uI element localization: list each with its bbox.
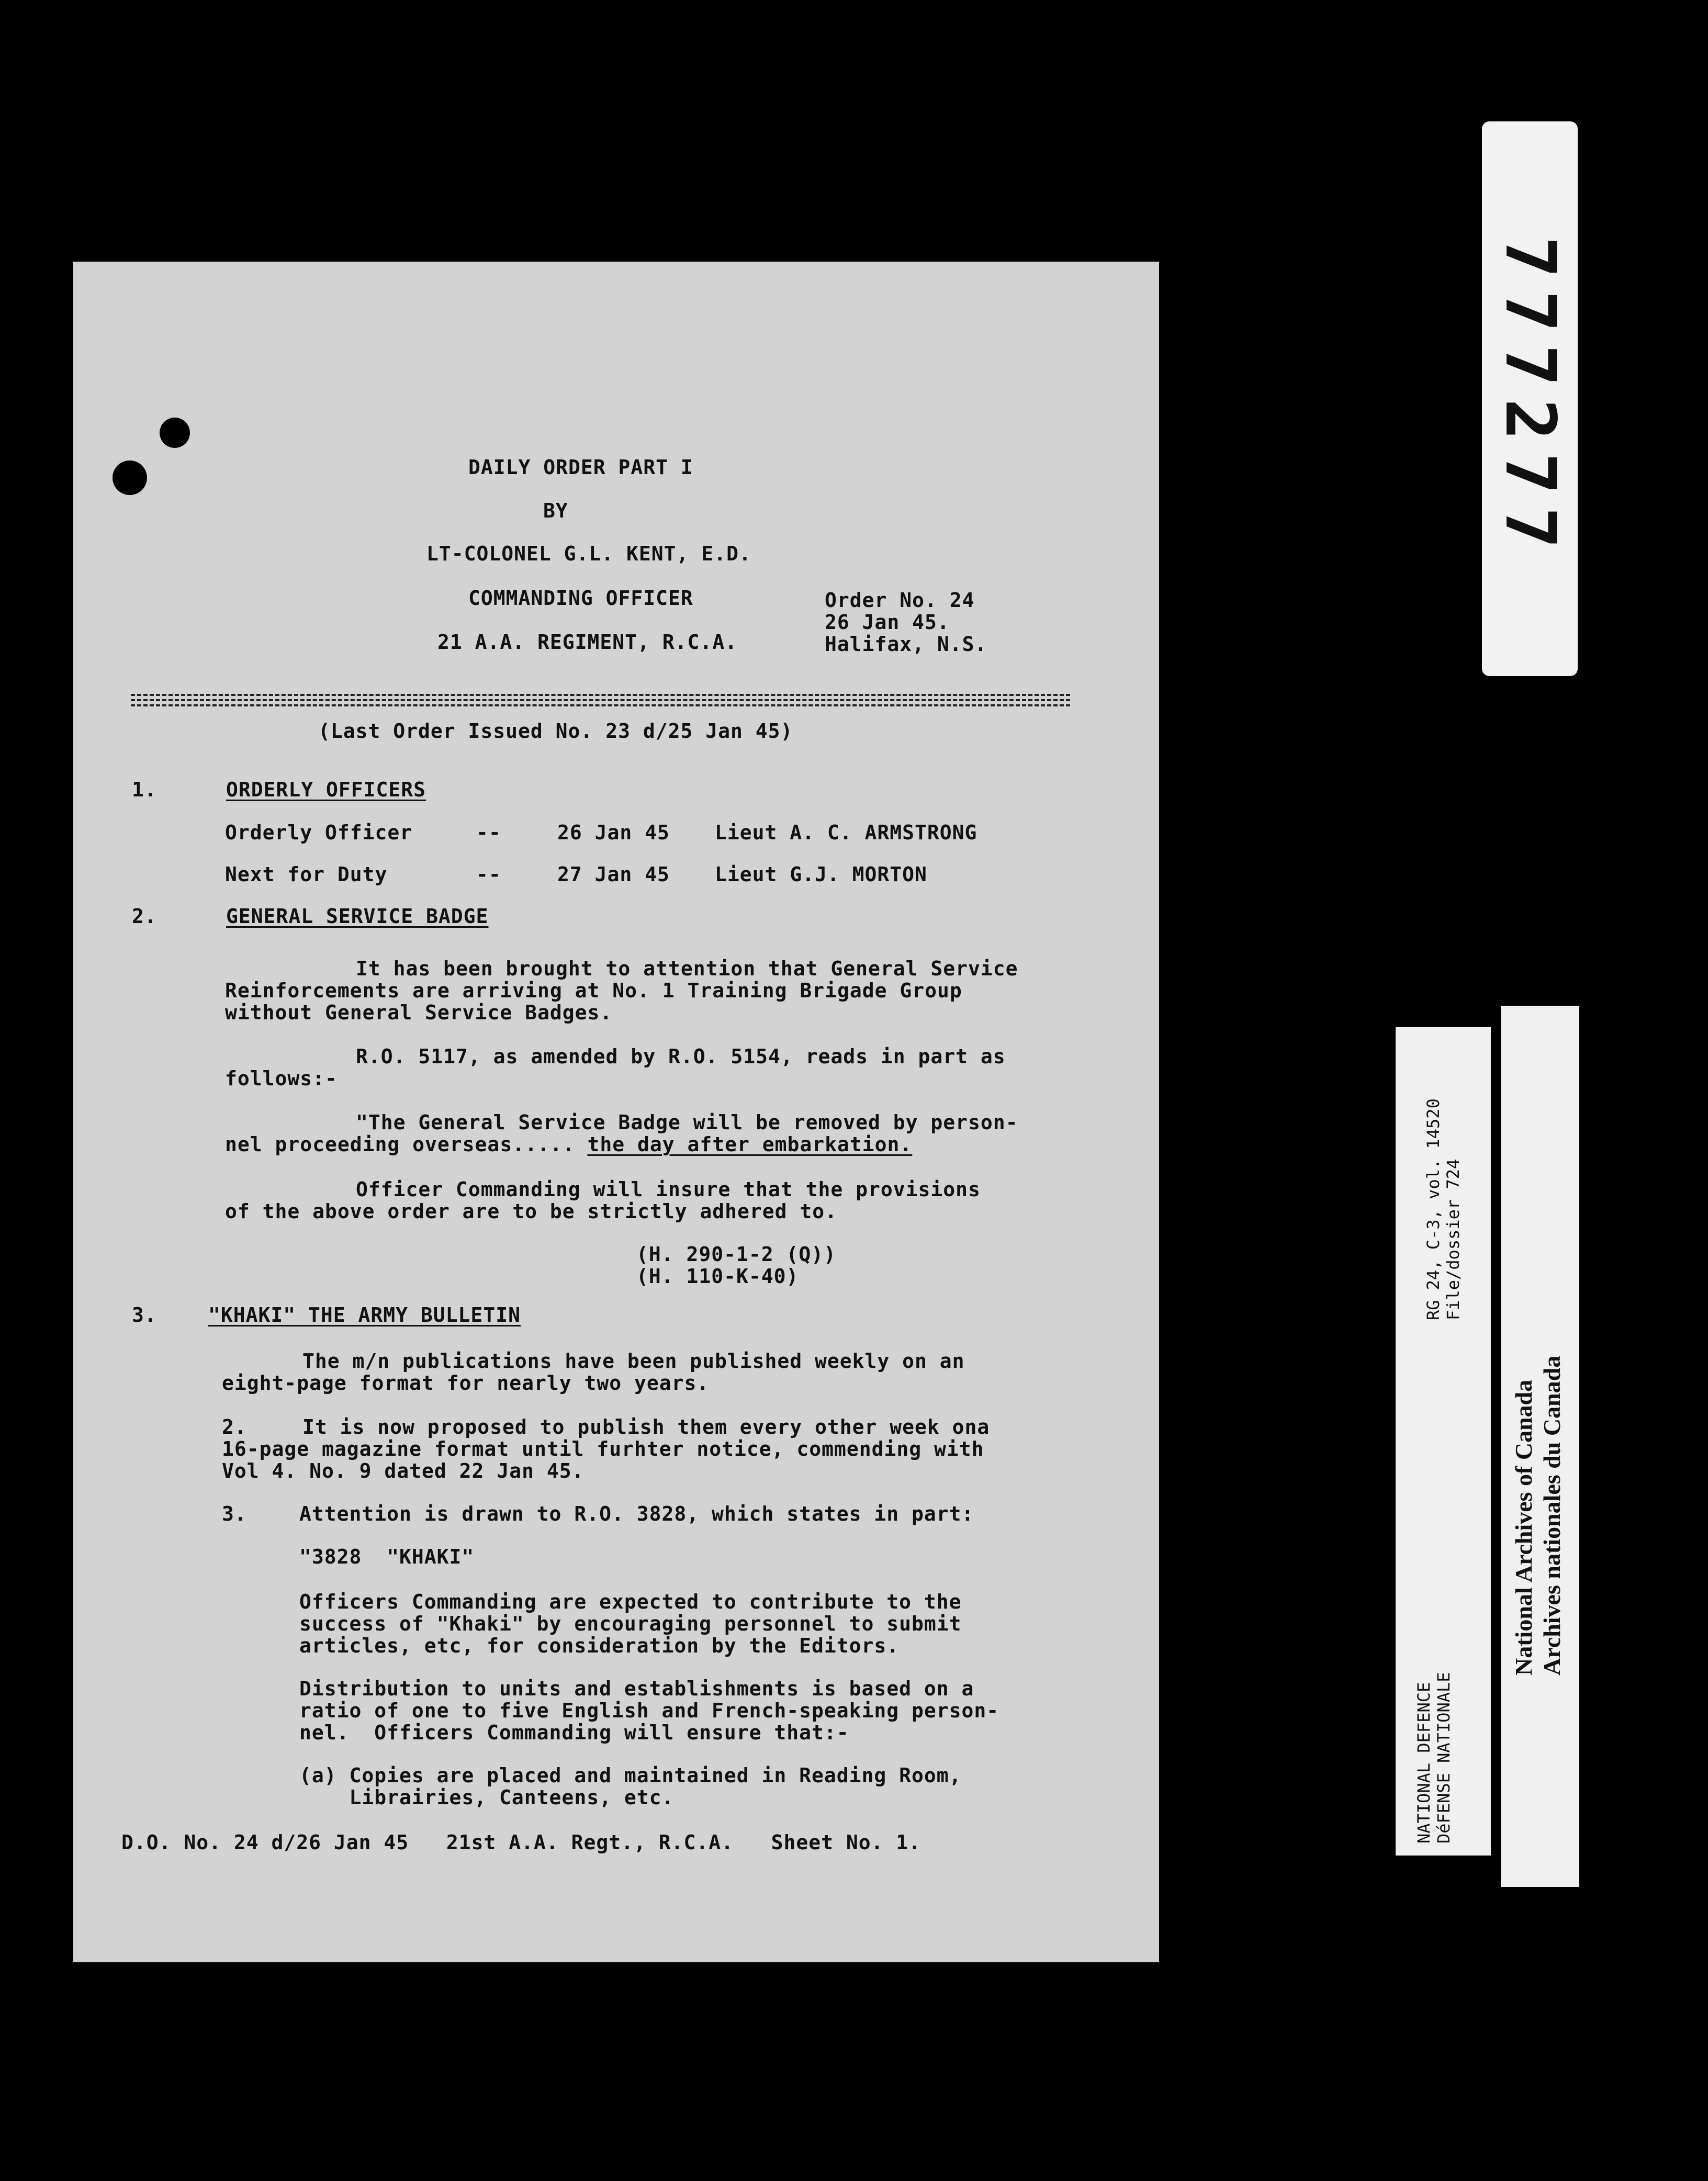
paragraph-line: without General Service Badges.: [225, 1001, 613, 1024]
header-rule: [131, 694, 1070, 696]
punch-hole: [160, 418, 190, 448]
frame-counter-number: 777277: [1489, 236, 1570, 561]
national-defence-label: [1396, 1027, 1491, 1856]
subparagraph-number: 2.: [222, 1415, 247, 1438]
subparagraph-number: 3.: [222, 1502, 247, 1525]
paragraph-line: Vol 4. No. 9 dated 22 Jan 45.: [222, 1459, 585, 1482]
order-title: DAILY ORDER PART I: [468, 456, 693, 479]
order-place: Halifax, N.S.: [825, 633, 987, 656]
quote-line: Officers Commanding are expected to contribute to the: [299, 1590, 962, 1613]
archive-file: File/dossier 724: [1443, 1159, 1463, 1320]
reference-line: (H. 290-1-2 (Q)): [636, 1243, 837, 1266]
header-rule: [131, 704, 1070, 706]
paragraph-line: Reinforcements are arriving at No. 1 Training Brigade Group: [225, 979, 962, 1002]
quote-line: success of "Khaki" by encouraging personnel to submit: [299, 1612, 962, 1635]
national-defence-en: NATIONAL DEFENCE: [1414, 1682, 1434, 1843]
section-1-number: 1.: [132, 778, 157, 801]
document-page: [73, 262, 1159, 1962]
quote-line: ratio of one to five English and French-speaking person-: [299, 1699, 999, 1722]
paragraph-line: R.O. 5117, as amended by R.O. 5154, reads in part as: [356, 1045, 1006, 1068]
reference-line: (H. 110-K-40): [636, 1265, 799, 1288]
section-1-heading: ORDERLY OFFICERS: [226, 778, 426, 801]
duty-row-role: Next for Duty: [225, 863, 388, 886]
national-archives-label: [1501, 1006, 1579, 1887]
duty-row-date: 27 Jan 45: [557, 863, 670, 886]
section-2-heading: GENERAL SERVICE BADGE: [226, 905, 489, 928]
unit-name: 21 A.A. REGIMENT, R.C.A.: [437, 631, 738, 654]
paragraph-line: 16-page magazine format until furhter notice, commending with: [222, 1437, 984, 1460]
order-number: Order No. 24: [825, 589, 975, 612]
paragraph-line: follows:-: [225, 1067, 338, 1090]
duty-row-name: Lieut A. C. ARMSTRONG: [715, 821, 977, 844]
duty-row-name: Lieut G.J. MORTON: [715, 863, 927, 886]
duty-row-date: 26 Jan 45: [557, 821, 670, 844]
duty-row-dash: --: [476, 863, 501, 886]
quote-line: Distribution to units and establishments is based on a: [299, 1677, 974, 1700]
national-defence-fr: DéFENSE NATIONALE: [1434, 1672, 1454, 1843]
section-2-number: 2.: [132, 905, 157, 928]
quote-title: "3828 "KHAKI": [299, 1545, 475, 1568]
section-3-number: 3.: [132, 1303, 157, 1326]
quote-emphasis: the day after embarkation.: [587, 1133, 913, 1156]
frame-counter-label: [1482, 121, 1578, 676]
paragraph-line: The m/n publications have been published weekly on an: [302, 1350, 965, 1373]
section-3-heading: "KHAKI" THE ARMY BULLETIN: [208, 1303, 521, 1326]
quote-text: nel proceeding overseas.....: [225, 1133, 588, 1156]
commanding-officer-name: LT-COLONEL G.L. KENT, E.D.: [426, 542, 751, 565]
paragraph-line: It has been brought to attention that General Service: [356, 957, 1018, 980]
quote-line: nel. Officers Commanding will ensure that:-: [299, 1721, 849, 1744]
officer-role: COMMANDING OFFICER: [468, 587, 693, 610]
punch-hole: [113, 460, 147, 495]
header-rule: [131, 699, 1070, 701]
paragraph-line: Attention is drawn to R.O. 3828, which states in part:: [299, 1502, 974, 1525]
quote-line: "The General Service Badge will be removed by person-: [356, 1111, 1018, 1134]
order-by: BY: [543, 499, 568, 522]
list-item-a: Librairies, Canteens, etc.: [299, 1786, 675, 1809]
order-date: 26 Jan 45.: [825, 611, 950, 634]
paragraph-line: eight-page format for nearly two years.: [222, 1371, 710, 1395]
quote-line: articles, etc, for consideration by the Editors.: [299, 1634, 900, 1657]
sheet-footer: D.O. No. 24 d/26 Jan 45 21st A.A. Regt., R.C.A. Sheet No. 1.: [121, 1831, 922, 1854]
paragraph-line: It is now proposed to publish them every other week ona: [302, 1415, 990, 1438]
duty-row-role: Orderly Officer: [225, 821, 413, 844]
paragraph-line: of the above order are to be strictly adhered to.: [225, 1200, 838, 1223]
duty-row-dash: --: [476, 821, 501, 844]
archive-reference: RG 24, C-3, vol. 14520: [1423, 1098, 1443, 1320]
quote-line: [225, 1133, 912, 1155]
archives-name-fr: Archives nationales du Canada: [1538, 1355, 1565, 1676]
paragraph-line: Officer Commanding will insure that the provisions: [356, 1178, 981, 1201]
last-order-note: (Last Order Issued No. 23 d/25 Jan 45): [318, 719, 793, 743]
list-item-a: (a) Copies are placed and maintained in Reading Room,: [299, 1764, 962, 1787]
archives-name-en: National Archives of Canada: [1510, 1379, 1537, 1676]
